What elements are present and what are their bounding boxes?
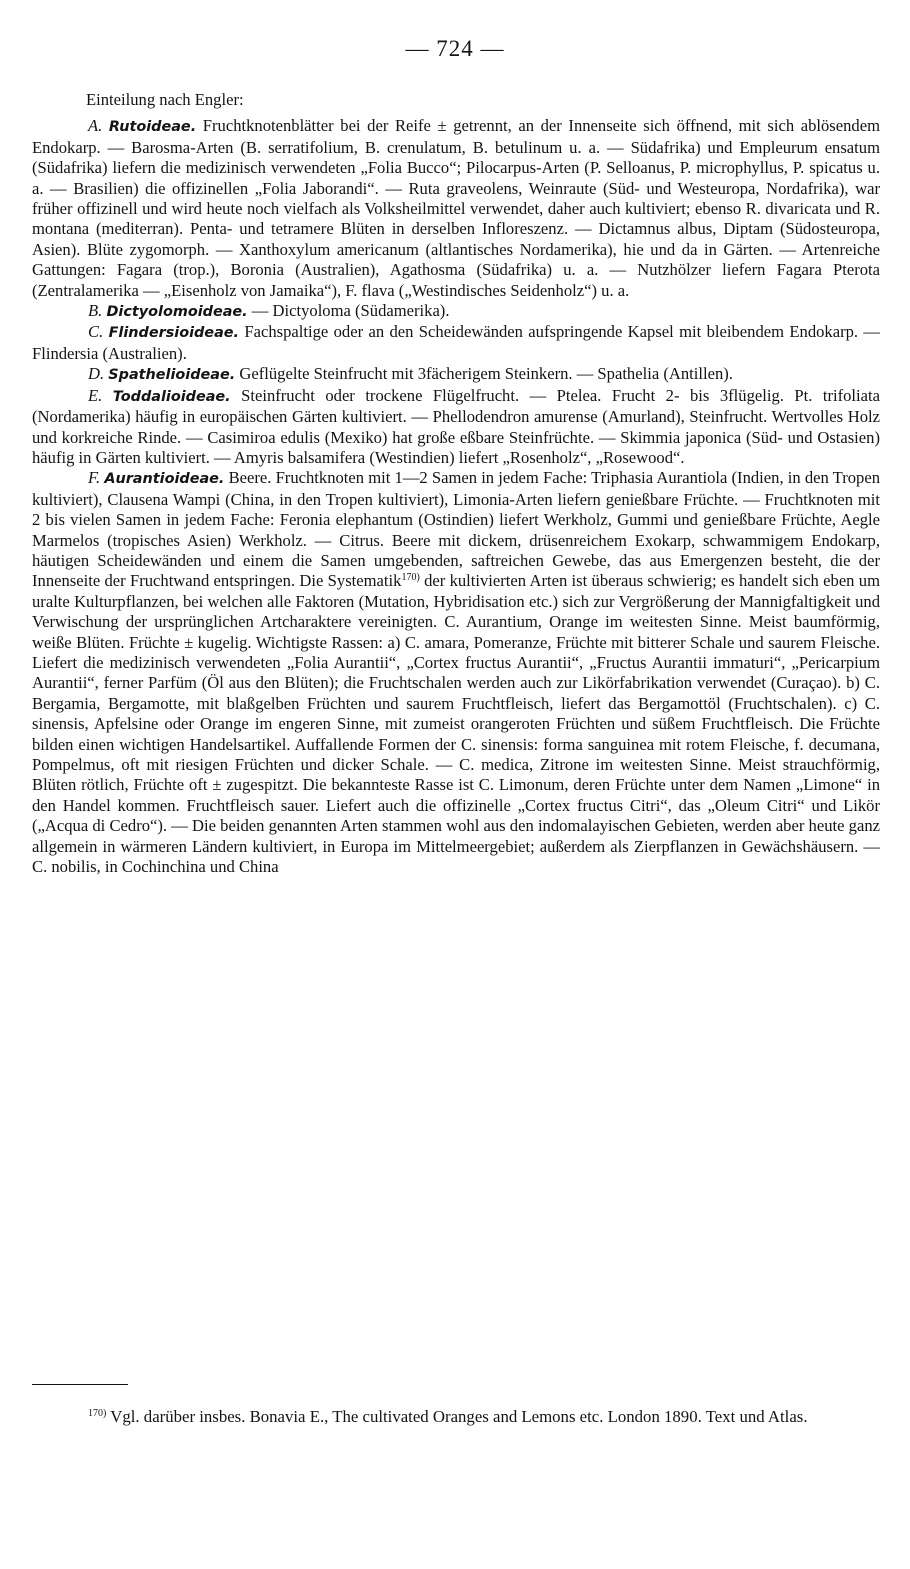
- page-number: — 724 —: [405, 36, 505, 61]
- section-label: E.: [88, 385, 103, 405]
- footnote-marker: 170): [88, 1408, 107, 1419]
- footnote-text: [32, 1407, 880, 1428]
- footnote-body: Vgl. darüber insbes. Bonavia E., The cultivated Oranges and Lemons etc. London 1890. Text und Atlas.: [106, 1407, 808, 1426]
- classification-intro: Einteilung nach Engler:: [86, 90, 244, 109]
- section-text: — Dictyoloma (Südamerika).: [247, 301, 450, 321]
- section-name: Flindersioideae.: [108, 325, 240, 342]
- section-label: D.: [88, 364, 105, 384]
- section-name: Rutoideae.: [108, 119, 197, 136]
- section-name: Toddalioideae.: [112, 388, 231, 405]
- section-name: Dictyolomoideae.: [106, 304, 248, 321]
- section-label: B.: [88, 301, 103, 321]
- section-name: Spathelioideae.: [108, 367, 236, 384]
- section-f-aurantioideae: [32, 468, 880, 877]
- section-text: Fruchtknotenblätter bei der Reife ± getrennt, an der Innenseite sich öffnend, mit sich ablösendem Endokarp. — Barosma-Arten (B. serratifolium, B. crenulatum, B. betulinum u. a. — Südafrika) und Empleurum ensatum (Südafrika) liefern die medizinisch verwendeten „Folia Bucco“; Pilocarpus-Arten (P. Selloanus, P. microphyllus, P. spicatus u. a. — Brasilien) die offizinellen „Folia Jaborandi“. — Ruta graveolens, Weinraute (Süd- und Westeuropa, Nordafrika), war früher offizinell und wird heute noch vielfach als Volksheilmittel verwendet, daher auch kultiviert; ebenso R. divaricata und R. montana (mediterran). Penta- und tetramere Blüten in derselben Infloreszenz. — Dictamnus albus, Diptam (Südosteuropa, Asien). Blüte zygomorph. — Xanthoxylum americanum (altlantisches Nordamerika), hie und da in Gärten. — Artenreiche Gattungen: Fagara (trop.), Boronia (Australien), Agathosma (Südafrika) u. a. — Nutzhölzer liefern Fagara Pterota (Zentralamerika — „Eisenholz von Jamaika“), F. flava („Westindisches Seidenholz“) u. a.: [32, 116, 880, 300]
- section-text-continued: der kultivierten Arten ist überaus schwierig; es handelt sich eben um uralte Kulturpflanzen, bei welchen alle Faktoren (Mutation, Hybridisation etc.) sich zur Vergrößerung der Mannigfaltigkeit und Verwischung der ursprünglichen Artcharaktere vereinigten. C. Aurantium, Orange im weitesten Sinne. Meist baumförmig, weiße Blüten. Früchte ± kugelig. Wichtigste Rassen: a) C. amara, Pomeranze, Früchte mit bitterer Schale und saurem Fleische. Liefert die medizinisch verwendeten „Folia Aurantii“, „Cortex fructus Aurantii“, „Fructus Aurantii immaturi“, „Pericarpium Aurantii“, ferner Parfüm (Öl aus den Blüten); die Fruchtschalen werden auch zur Likörfabrikation verwendet (Curaçao). b) C. Bergamia, Bergamotte, mit blaßgelben Früchten und saurem Fruchtfleisch, liefert das Bergamottöl (Fruchtschalen). c) C. sinensis, Apfelsine oder Orange im engeren Sinne, mit zumeist orangeroten Früchten und süßem Fruchtfleisch. Die Früchte bilden einen wichtigen Handelsartikel. Auffallende Formen der C. sinensis: forma sanguinea mit rotem Fleische, f. decumana, Pompelmus, oft mit riesigen Früchten und dicker Schale. — C. medica, Zitrone im weitesten Sinne. Meist strauchförmig, Blüten rötlich, Früchte oft ± zugespitzt. Die bekannteste Rasse ist C. Limonum, deren Früchte unter dem Namen „Limone“ in den Handel kommen. Fruchtfleisch sauer. Liefert auch die offizinelle „Cortex fructus Citri“, das „Oleum Citri“ und Likör („Acqua di Cedro“). — Die beiden genannten Arten stammen wohl aus den indomalayischen Gebieten, werden aber heute ganz allgemein in wärmeren Ländern kultiviert, in Europa im Mittelmeergebiet; außerdem als Zierpflanzen in Gewächshäusern. — C. nobilis, in Cochinchina und China: [32, 571, 880, 877]
- section-a-rutoideae: [32, 116, 880, 301]
- section-e-toddalioideae: [32, 386, 880, 469]
- section-text: Fachspaltige oder an den Scheidewänden aufspringende Kapsel mit bleibendem Endokarp. — Flindersia (Australien).: [32, 322, 880, 363]
- section-text: Geflügelte Steinfrucht mit 3fächerigem Steinkern. — Spathelia (Antillen).: [235, 364, 733, 384]
- section-text: Beere. Fruchtknoten mit 1—2 Samen in jedem Fache: Triphasia Aurantiola (Indien, in den Tropen kultiviert), Clausena Wampi (China, in den Tropen kultiviert), Limonia-Arten liefern genießbare Früchte. — Fruchtknoten mit 2 bis vielen Samen in jedem Fache: Feronia elephantum (Ostindien) liefert Werkholz, Gummi und genießbare Früchte, Aegle Marmelos (tropisches Asien) Werkholz. — Citrus. Beere mit dickem, drüsenreichem Exokarp, schwammigem Endokarp, häutigen Scheidewänden und einem die Samen umgebenden, saftreichen Gewebe, das aus Emergenzen besteht, die der Innenseite der Fruchtwand entspringen. Die Systematik: [32, 468, 880, 591]
- section-name: Aurantioideae.: [104, 471, 225, 488]
- section-label: F.: [88, 468, 101, 488]
- footnote-separator: [32, 1384, 128, 1385]
- section-d-spathelioideae: [32, 364, 880, 385]
- section-label: C.: [88, 322, 104, 342]
- footnote-reference[interactable]: 170): [401, 572, 420, 584]
- section-text: Steinfrucht oder trockene Flügelfrucht. — Ptelea. Frucht 2- bis 3flügelig. Pt. trifoliata (Nordamerika) häufig in europäischen Gärten kultiviert. — Phellodendron amurense (Amurland), Steinfrucht. Wertvolles Holz und korkreiche Rinde. — Casimiroa edulis (Mexiko) hat große eßbare Steinfrüchte. — Skimmia japonica (Süd- und Ostasien) häufig in Gärten kultiviert. — Amyris balsamifera (Westindien) liefert „Rosenholz“, „Rosewood“.: [32, 385, 880, 467]
- section-c-flindersioideae: [32, 322, 880, 364]
- section-b-dictyolomoideae: [32, 301, 880, 322]
- footnote: [32, 1407, 880, 1428]
- body-text: [32, 90, 880, 877]
- section-label: A.: [88, 116, 103, 136]
